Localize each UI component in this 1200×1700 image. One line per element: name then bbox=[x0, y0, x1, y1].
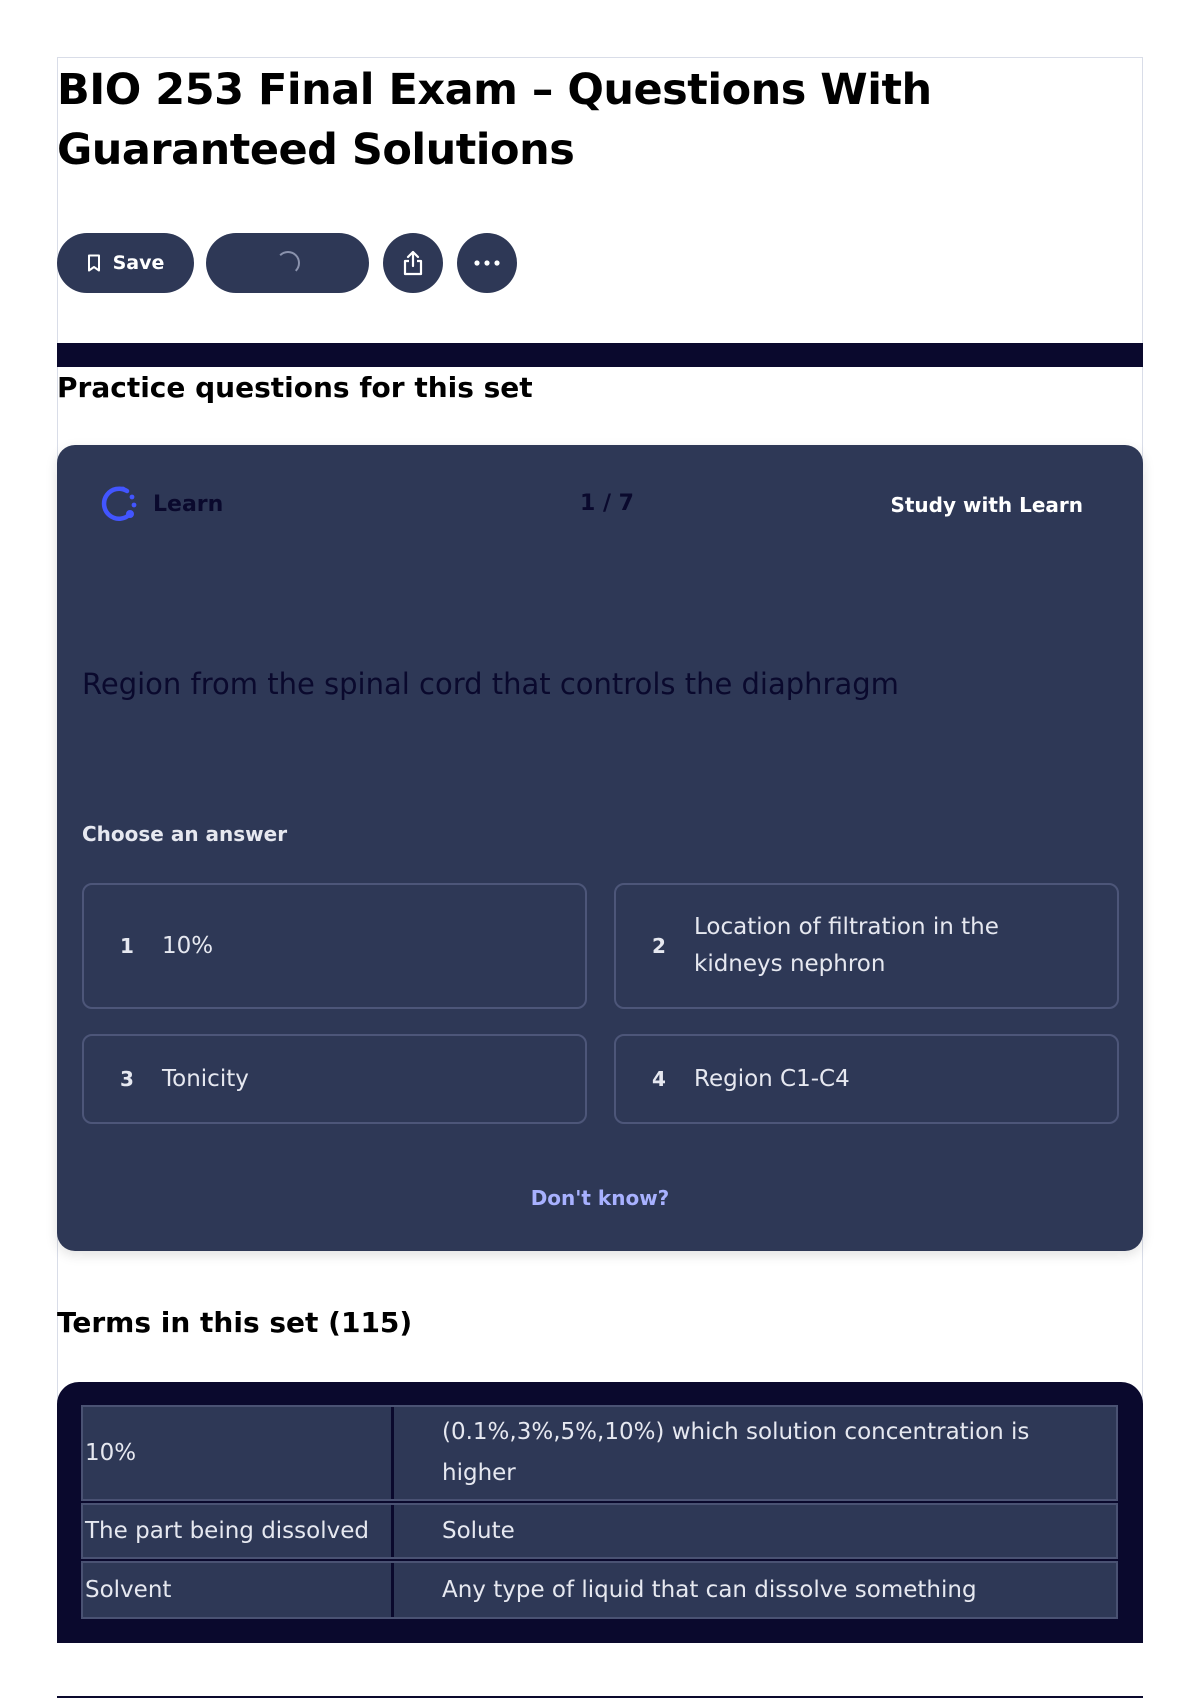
option-text: 10% bbox=[162, 932, 214, 959]
loading-button[interactable] bbox=[206, 233, 369, 293]
option-number: 4 bbox=[652, 1067, 666, 1091]
definition-text: Solute bbox=[391, 1505, 545, 1557]
term-row[interactable] bbox=[81, 1405, 1118, 1501]
option-number: 3 bbox=[120, 1067, 134, 1091]
option-number: 1 bbox=[120, 934, 134, 958]
learn-mode-icon bbox=[97, 483, 139, 525]
question-counter: 1 / 7 bbox=[580, 491, 634, 516]
question-text: Region from the spinal cord that controls the diaphragm bbox=[82, 667, 899, 701]
answer-option-2[interactable] bbox=[614, 883, 1119, 1009]
section-divider bbox=[57, 343, 1143, 367]
term-text: 10% bbox=[85, 1440, 137, 1466]
option-text: Region C1-C4 bbox=[694, 1065, 850, 1092]
term-text: Solvent bbox=[85, 1577, 172, 1603]
page-title: BIO 253 Final Exam – Questions With Guaranteed Solutions bbox=[57, 65, 932, 175]
learn-card-header bbox=[97, 479, 1083, 527]
option-text: Tonicity bbox=[162, 1065, 249, 1092]
option-text: Location of filtration in the kidneys nephron bbox=[694, 914, 999, 977]
term-row[interactable] bbox=[81, 1503, 1118, 1559]
spinner-icon bbox=[276, 251, 300, 275]
save-button[interactable] bbox=[57, 233, 194, 293]
learn-label: Learn bbox=[153, 491, 224, 517]
bottom-divider bbox=[57, 1696, 1143, 1698]
term-row[interactable] bbox=[81, 1561, 1118, 1619]
learn-card bbox=[57, 445, 1143, 1251]
save-label: Save bbox=[112, 252, 165, 274]
action-bar bbox=[57, 233, 517, 293]
study-with-learn-link[interactable]: Study with Learn bbox=[890, 493, 1083, 517]
share-button[interactable] bbox=[383, 233, 443, 293]
term-text: The part being dissolved bbox=[85, 1518, 369, 1544]
answer-option-1[interactable] bbox=[82, 883, 587, 1009]
terms-heading: Terms in this set (115) bbox=[57, 1306, 413, 1339]
more-horizontal-icon bbox=[474, 260, 500, 266]
answer-option-4[interactable] bbox=[614, 1034, 1119, 1124]
choose-answer-label: Choose an answer bbox=[82, 822, 288, 846]
definition-text: (0.1%,3%,5%,10%) which solution concentration is higher bbox=[391, 1407, 1116, 1499]
more-options-button[interactable] bbox=[457, 233, 517, 293]
share-icon bbox=[401, 250, 425, 276]
practice-heading: Practice questions for this set bbox=[57, 371, 533, 404]
definition-text: Any type of liquid that can dissolve something bbox=[391, 1563, 1007, 1617]
option-number: 2 bbox=[652, 934, 666, 958]
terms-list bbox=[57, 1382, 1143, 1643]
dont-know-button[interactable]: Don't know? bbox=[530, 1186, 670, 1210]
bookmark-icon bbox=[87, 254, 101, 272]
learn-brand[interactable] bbox=[97, 483, 223, 525]
answer-option-3[interactable] bbox=[82, 1034, 587, 1124]
